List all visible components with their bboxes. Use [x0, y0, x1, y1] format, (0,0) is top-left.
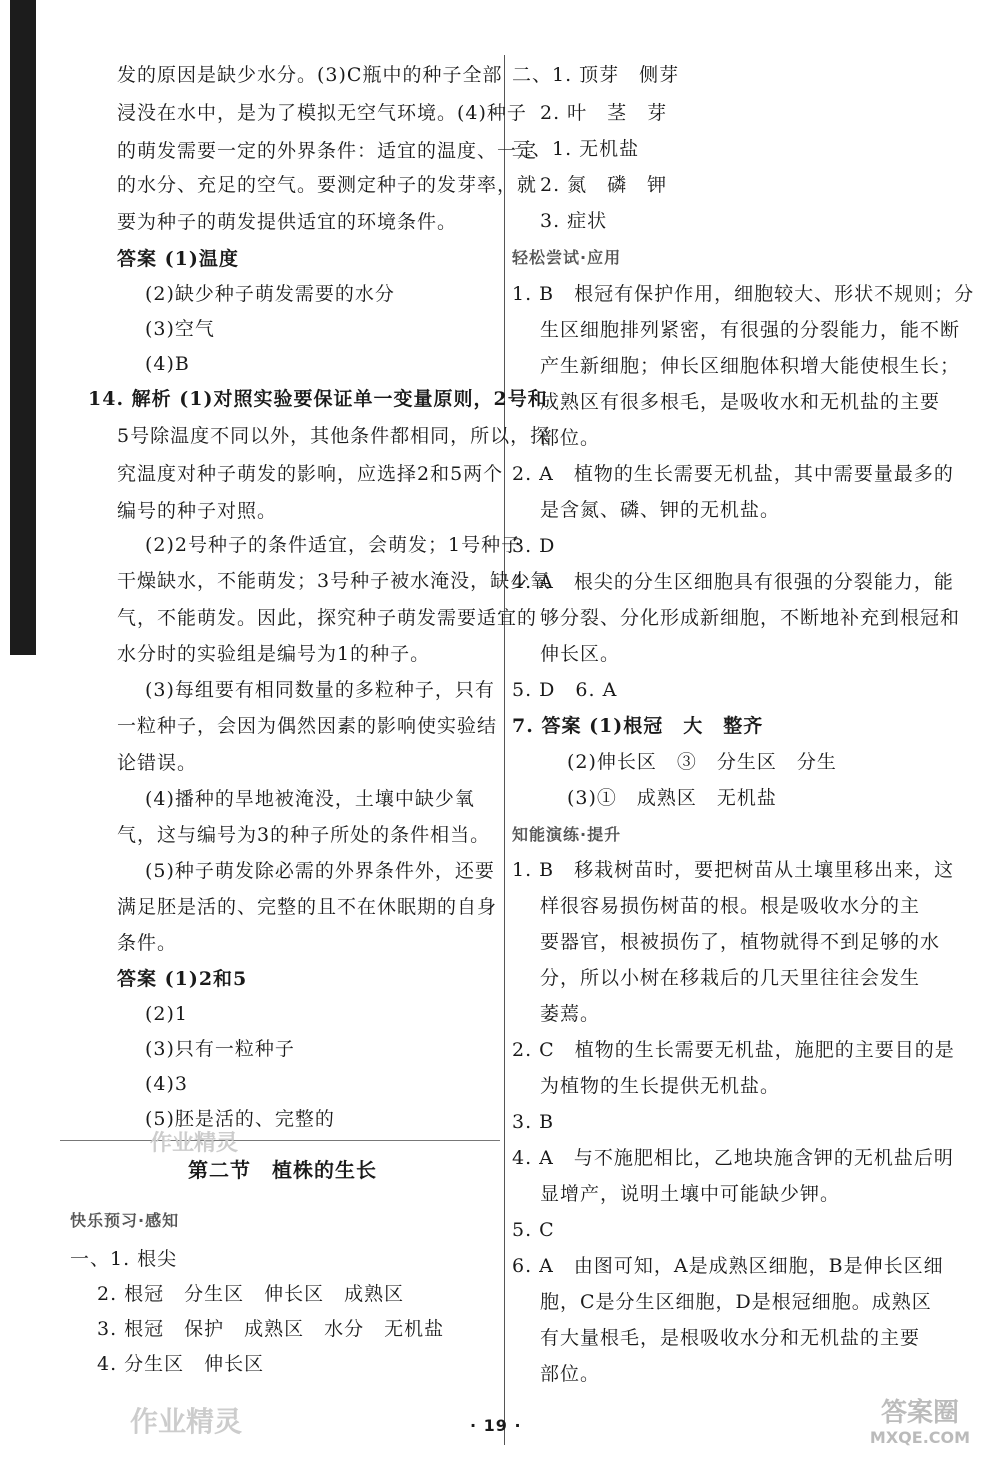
subsection-heading: 轻松尝试·应用 — [512, 248, 622, 267]
text-line: 干燥缺水，不能萌发；3号种子被水淹没，缺少氧 — [117, 570, 551, 592]
text-line: 生区细胞排列紧密，有很强的分裂能力，能不断 — [540, 319, 961, 341]
section-title: 第二节 植株的生长 — [188, 1158, 377, 1182]
text-line: 气，这与编号为3的种子所处的条件相当。 — [117, 824, 491, 846]
text-line: 够分裂、分化形成新细胞，不断地补充到根冠和 — [540, 607, 961, 629]
text-line: (3)每组要有相同数量的多粒种子，只有 — [145, 679, 495, 701]
text-line: 伸长区。 — [540, 643, 621, 665]
answer-label: 答案 (1)温度 — [117, 248, 239, 270]
faint-watermark: 作业精灵 — [130, 1405, 243, 1438]
answer-item: 2. 氮 磷 钾 — [540, 174, 668, 196]
corner-watermark-logo — [850, 1399, 990, 1461]
answer-item: 三、1. 无机盐 — [512, 138, 640, 160]
answer-item: 3. B — [512, 1111, 555, 1133]
text-line: 产生新细胞；伸长区细胞体积增大能使根生长； — [540, 355, 961, 377]
answer-item: (3)① 成熟区 无机盐 — [567, 787, 777, 809]
text-line: 是含氮、磷、钾的无机盐。 — [540, 499, 781, 521]
text-line: 有大量根毛，是根吸收水分和无机盐的主要 — [540, 1327, 921, 1349]
text-line: 5号除温度不同以外，其他条件都相同，所以，探 — [117, 425, 551, 447]
text-line: 的萌发需要一定的外界条件：适宜的温度、一定 — [117, 140, 538, 162]
text-line: 要为种子的萌发提供适宜的环境条件。 — [117, 211, 458, 233]
text-line: 一粒种子，会因为偶然因素的影响使实验结 — [117, 715, 498, 737]
answer-item: (5)胚是活的、完整的 — [145, 1108, 335, 1130]
text-line: 气，不能萌发。因此，探究种子萌发需要适宜的 — [117, 607, 538, 629]
text-line: 论错误。 — [117, 752, 198, 774]
text-line: 的水分、充足的空气。要测定种子的发芽率，就 — [117, 174, 538, 196]
text-line: 条件。 — [117, 932, 178, 954]
answer-item: 5. C — [512, 1219, 555, 1241]
text-line: 发的原因是缺少水分。(3)C瓶中的种子全部 — [117, 64, 503, 86]
answer-label: 7. 答案 (1)根冠 大 整齐 — [512, 715, 764, 737]
text-line: 2. C 植物的生长需要无机盐，施肥的主要目的是 — [512, 1039, 955, 1061]
text-line: 编号的种子对照。 — [117, 500, 278, 522]
page-number: · 19 · — [470, 1416, 522, 1435]
text-line: 1. B 根冠有保护作用，细胞较大、形状不规则；分 — [512, 283, 975, 305]
text-line: 胞，C是分生区细胞，D是根冠细胞。成熟区 — [540, 1291, 932, 1313]
answer-item: 2. 叶 茎 芽 — [540, 102, 668, 124]
question-14-analysis: 14. 解析 (1)对照实验要保证单一变量原则，2号和 — [88, 388, 548, 410]
answer-item: 5. D 6. A — [512, 679, 618, 701]
text-line: 4. A 根尖的分生区细胞具有很强的分裂能力，能 — [512, 571, 954, 593]
text-line: 究温度对种子萌发的影响，应选择2和5两个 — [117, 463, 504, 485]
text-line: (2)2号种子的条件适宜，会萌发；1号种子 — [145, 534, 522, 556]
text-line: 6. A 由图可知，A是成熟区细胞，B是伸长区细 — [512, 1255, 944, 1277]
text-line: 分，所以小树在移栽后的几天里往往会发生 — [540, 967, 921, 989]
text-line: 要器官，根被损伤了，植物就得不到足够的水 — [540, 931, 941, 953]
answer-label: 答案 (1)2和5 — [117, 968, 248, 990]
answer-item: (4)B — [145, 353, 190, 375]
answer-item: (2)1 — [145, 1003, 189, 1025]
answer-item: (3)只有一粒种子 — [145, 1038, 295, 1060]
text-line: 满足胚是活的、完整的且不在休眠期的自身 — [117, 896, 498, 918]
text-line: 显增产，说明土壤中可能缺少钾。 — [540, 1183, 841, 1205]
answer-item: (4)3 — [145, 1073, 189, 1095]
answer-item: 4. 分生区 伸长区 — [97, 1353, 265, 1375]
watermark-url: MXQE.COM — [869, 1427, 971, 1447]
answer-item: (3)空气 — [145, 318, 215, 340]
text-line: 成熟区有很多根毛，是吸收水和无机盐的主要 — [540, 391, 941, 413]
answer-item: (2)缺少种子萌发需要的水分 — [145, 283, 395, 305]
answer-item: 一、1. 根尖 — [70, 1248, 178, 1270]
book-spine-bar — [10, 0, 36, 655]
answer-item: 3. 症状 — [540, 210, 608, 232]
subsection-heading: 快乐预习·感知 — [70, 1211, 180, 1230]
answer-item: 3. D — [512, 535, 556, 557]
text-line: 水分时的实验组是编号为1的种子。 — [117, 643, 431, 665]
text-line: 萎蔫。 — [540, 1003, 601, 1025]
section-divider-left — [60, 1140, 500, 1141]
faint-watermark: 作业精灵 — [150, 1131, 239, 1156]
text-line: 为植物的生长提供无机盐。 — [540, 1075, 781, 1097]
text-line: 样很容易损伤树苗的根。根是吸收水分的主 — [540, 895, 921, 917]
answer-item: (2)伸长区 ③ 分生区 分生 — [567, 751, 837, 773]
answer-item: 二、1. 顶芽 侧芽 — [512, 64, 680, 86]
text-line: 2. A 植物的生长需要无机盐，其中需要量最多的 — [512, 463, 954, 485]
text-line: 部位。 — [540, 427, 601, 449]
text-line: 1. B 移栽树苗时，要把树苗从土壤里移出来，这 — [512, 859, 955, 881]
watermark-logo-text: 答案圈 — [880, 1398, 959, 1428]
text-line: 部位。 — [540, 1363, 601, 1385]
column-divider — [504, 55, 505, 1445]
text-line: 浸没在水中，是为了模拟无空气环境。(4)种子 — [117, 102, 527, 124]
text-line: (5)种子萌发除必需的外界条件外，还要 — [145, 860, 495, 882]
text-line: (4)播种的旱地被淹没，土壤中缺少氧 — [145, 788, 475, 810]
answer-item: 3. 根冠 保护 成熟区 水分 无机盐 — [97, 1318, 445, 1340]
subsection-heading: 知能演练·提升 — [512, 825, 622, 844]
text-line: 4. A 与不施肥相比，乙地块施含钾的无机盐后明 — [512, 1147, 954, 1169]
answer-item: 2. 根冠 分生区 伸长区 成熟区 — [97, 1283, 405, 1305]
